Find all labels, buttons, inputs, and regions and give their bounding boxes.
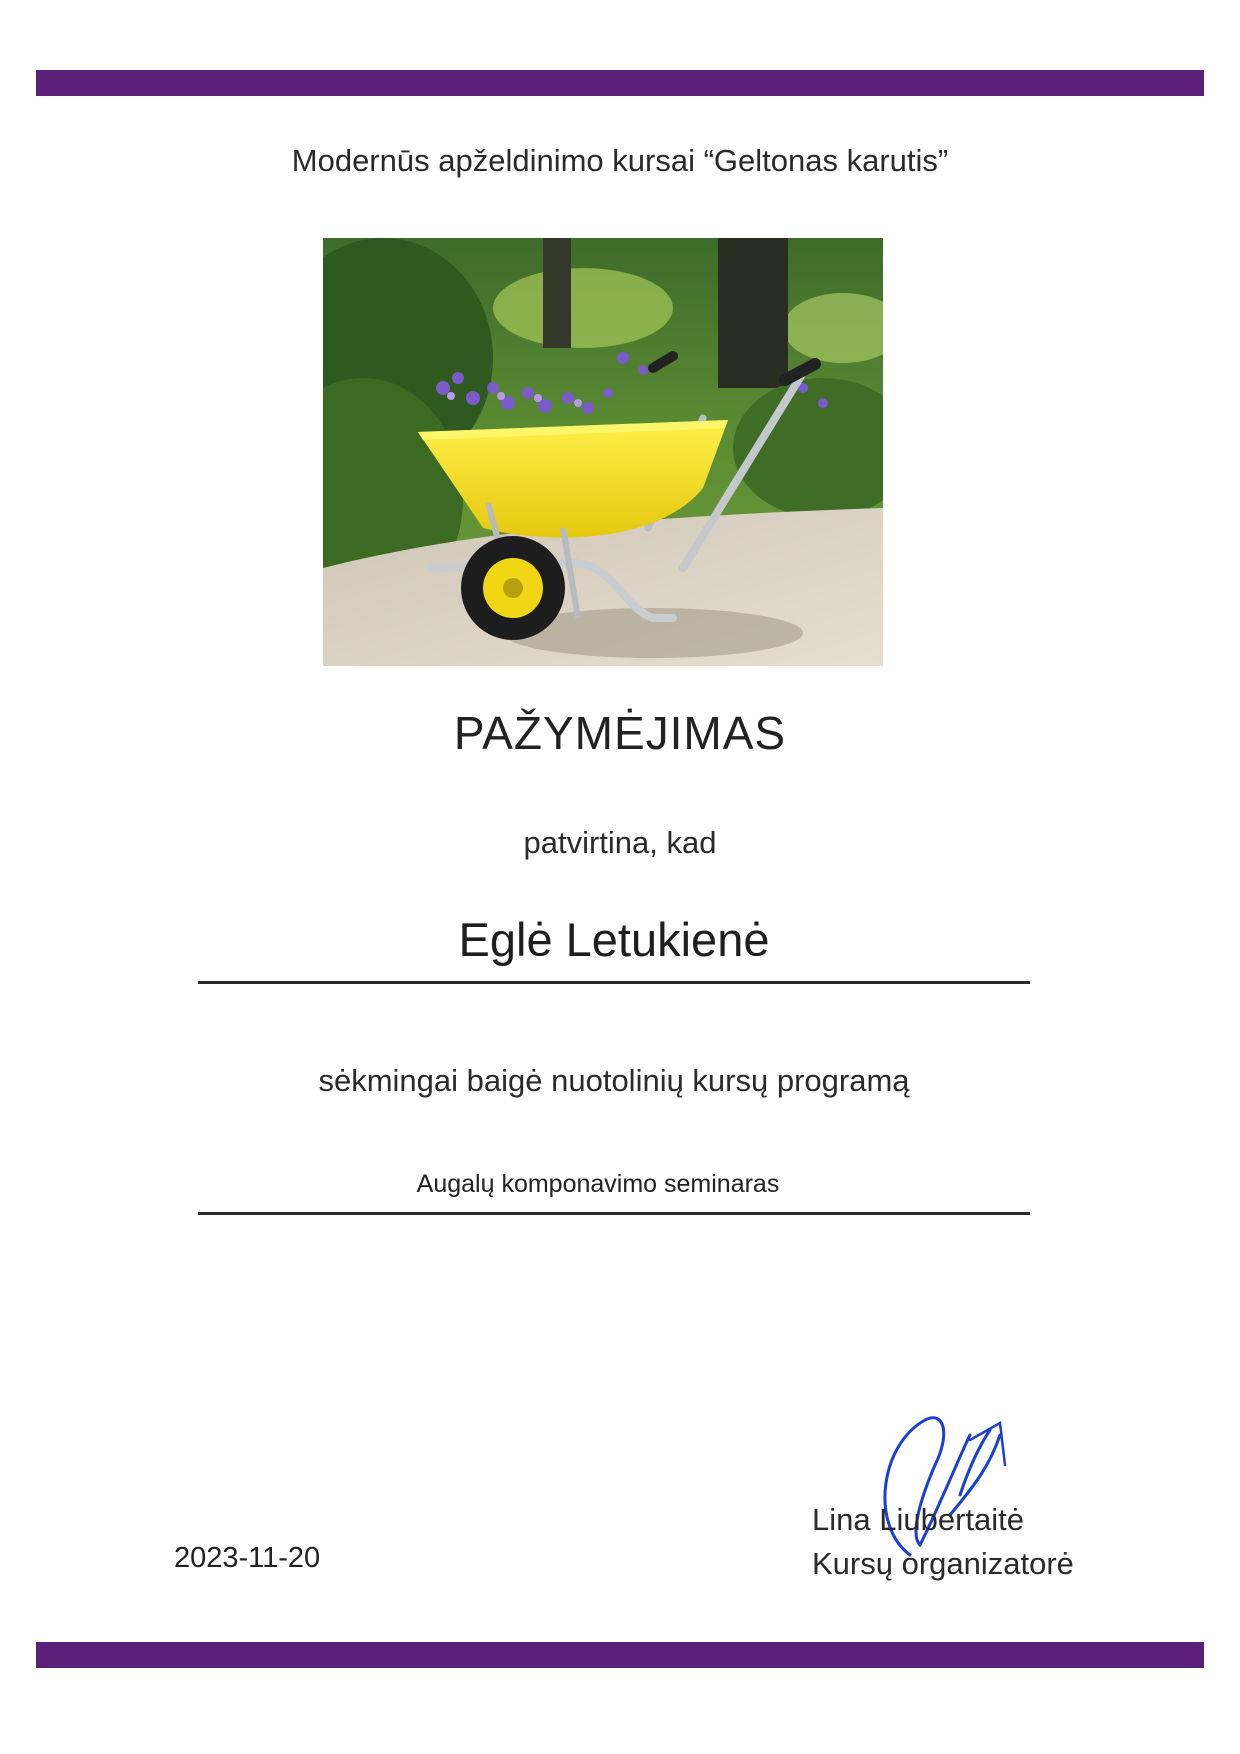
document-title: PAŽYMĖJIMAS [453, 707, 787, 759]
wheelbarrow-photo [323, 238, 883, 666]
top-accent-bar [36, 70, 1204, 96]
recipient-name: Eglė Letukienė [458, 913, 770, 966]
recipient-underline [198, 981, 1030, 984]
signer-name: Lina Liubertaitė [812, 1502, 1024, 1537]
issue-date: 2023-11-20 [174, 1542, 321, 1574]
signer-role: Kursų organizatorė [812, 1546, 1074, 1581]
bottom-accent-bar [36, 1642, 1204, 1668]
course-underline [198, 1212, 1030, 1215]
completion-text: sėkmingai baigė nuotolinių kursų programą [318, 1063, 910, 1098]
organization-title: Modernūs apželdinimo kursai “Geltonas karutis” [291, 143, 949, 178]
course-name: Augalų komponavimo seminaras [416, 1170, 780, 1198]
confirms-text: patvirtina, kad [523, 825, 717, 860]
